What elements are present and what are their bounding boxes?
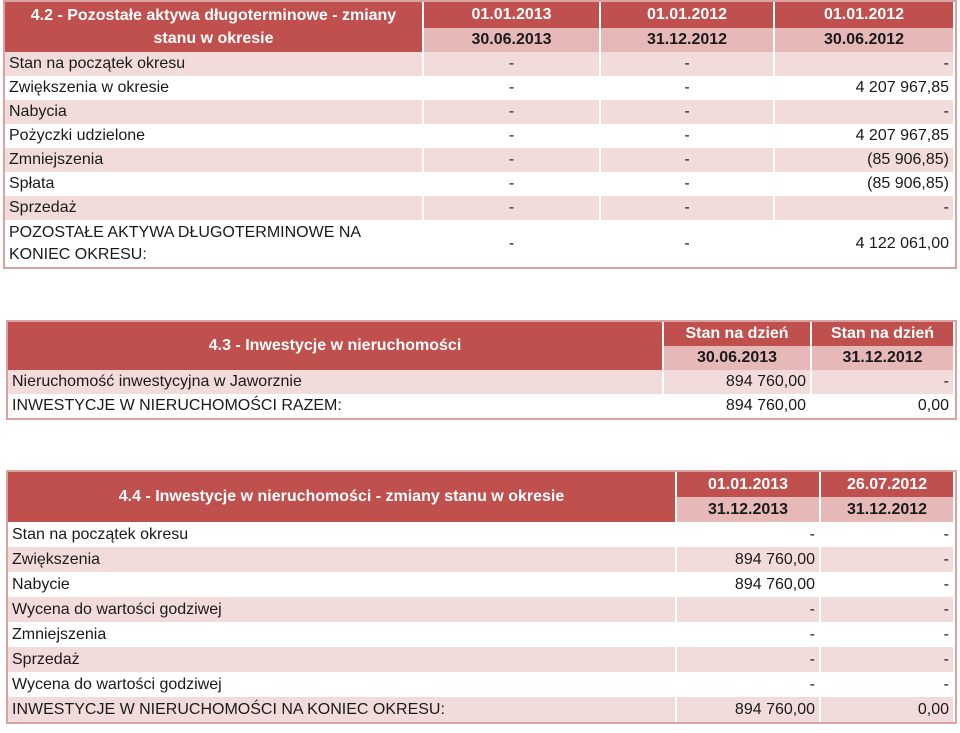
row-value: 894 760,00 xyxy=(676,572,820,597)
row-value: - xyxy=(600,196,774,220)
total-value: 0,00 xyxy=(820,697,954,722)
row-value: - xyxy=(774,100,954,124)
total-label-line2: KONIEC OKRESU: xyxy=(9,245,147,263)
table-row xyxy=(5,76,954,100)
column-header-to: 30.06.2013 xyxy=(423,28,600,52)
row-value: - xyxy=(820,622,954,647)
row-label: Sprzedaż xyxy=(8,647,676,672)
row-label: Stan na początek okresu xyxy=(8,522,676,547)
row-value: - xyxy=(600,148,774,172)
table-row xyxy=(8,370,954,394)
total-label-line1: POZOSTAŁE AKTYWA DŁUGOTERMINOWE NA xyxy=(9,223,362,241)
row-value: - xyxy=(820,672,954,697)
row-label: Spłata xyxy=(5,172,423,196)
table-investment-property-changes xyxy=(8,472,955,722)
row-value: - xyxy=(676,622,820,647)
total-label: INWESTYCJE W NIERUCHOMOŚCI NA KONIEC OKRESU: xyxy=(8,697,676,722)
total-value: - xyxy=(600,220,774,267)
row-label: Stan na początek okresu xyxy=(5,52,423,76)
row-value: - xyxy=(423,76,600,100)
row-label: Wycena do wartości godziwej xyxy=(8,597,676,622)
total-value: 894 760,00 xyxy=(663,394,811,418)
row-value: - xyxy=(676,597,820,622)
row-value: - xyxy=(774,52,954,76)
table-row xyxy=(5,52,954,76)
table-row xyxy=(8,572,954,597)
row-value: - xyxy=(600,172,774,196)
table-row xyxy=(5,172,954,196)
row-value: 4 207 967,85 xyxy=(774,124,954,148)
column-header-from: 01.01.2012 xyxy=(600,2,774,28)
table-header-row xyxy=(5,2,954,28)
row-value: - xyxy=(676,672,820,697)
row-value: - xyxy=(820,647,954,672)
table-total-row xyxy=(5,220,954,267)
row-value: - xyxy=(820,547,954,572)
table-row xyxy=(8,672,954,697)
row-label: Pożyczki udzielone xyxy=(5,124,423,148)
table-title xyxy=(5,2,423,52)
row-value: - xyxy=(423,196,600,220)
row-label: Nieruchomość inwestycyjna w Jaworznie xyxy=(8,370,663,394)
total-value: - xyxy=(423,220,600,267)
table-row xyxy=(8,522,954,547)
total-label xyxy=(5,220,423,267)
column-date: 30.06.2013 xyxy=(663,346,811,370)
row-value: - xyxy=(600,100,774,124)
column-date: 31.12.2012 xyxy=(811,346,954,370)
table-title-line1: 4.2 - Pozostałe aktywa długoterminowe - zmiany xyxy=(30,7,397,24)
row-value: 894 760,00 xyxy=(676,547,820,572)
column-header: Stan na dzień xyxy=(811,322,954,346)
table-total-row xyxy=(8,697,954,722)
column-header-from: 01.01.2013 xyxy=(676,472,820,497)
column-header-to: 31.12.2012 xyxy=(600,28,774,52)
row-value: - xyxy=(600,76,774,100)
table-row xyxy=(5,148,954,172)
table-total-row xyxy=(8,394,954,418)
row-label: Nabycie xyxy=(8,572,676,597)
row-label: Wycena do wartości godziwej xyxy=(8,672,676,697)
row-value: - xyxy=(820,597,954,622)
column-header-from: 01.01.2013 xyxy=(423,2,600,28)
row-label: Sprzedaż xyxy=(5,196,423,220)
column-header: Stan na dzień xyxy=(663,322,811,346)
table-investment-property xyxy=(8,322,955,418)
row-label: Zmniejszenia xyxy=(5,148,423,172)
row-value: 4 207 967,85 xyxy=(774,76,954,100)
row-value: - xyxy=(600,124,774,148)
table-other-long-term-assets xyxy=(5,2,955,267)
table-row xyxy=(5,196,954,220)
total-value: 894 760,00 xyxy=(676,697,820,722)
column-header-from: 26.07.2012 xyxy=(820,472,954,497)
row-value: - xyxy=(820,572,954,597)
table-title-line2: stanu w okresie xyxy=(153,30,274,47)
row-label: Zwiększenia xyxy=(8,547,676,572)
table-row xyxy=(8,622,954,647)
table-header-row xyxy=(8,472,954,497)
total-value: 4 122 061,00 xyxy=(774,220,954,267)
row-label: Zmniejszenia xyxy=(8,622,676,647)
table-title: 4.4 - Inwestycje w nieruchomości - zmiany stanu w okresie xyxy=(8,472,676,522)
row-value: - xyxy=(423,52,600,76)
table-title: 4.3 - Inwestycje w nieruchomości xyxy=(8,322,663,370)
table-row xyxy=(5,124,954,148)
row-value: - xyxy=(774,196,954,220)
row-value: (85 906,85) xyxy=(774,148,954,172)
row-value: - xyxy=(820,522,954,547)
row-label: Zwiększenia w okresie xyxy=(5,76,423,100)
column-header-from: 01.01.2012 xyxy=(774,2,954,28)
table-row xyxy=(8,547,954,572)
row-value: - xyxy=(423,100,600,124)
row-value: - xyxy=(423,124,600,148)
column-header-to: 31.12.2012 xyxy=(820,497,954,522)
row-value: - xyxy=(600,52,774,76)
row-value: - xyxy=(423,148,600,172)
row-value: 894 760,00 xyxy=(663,370,811,394)
table-row xyxy=(8,647,954,672)
row-value: - xyxy=(811,370,954,394)
row-value: - xyxy=(423,172,600,196)
total-value: 0,00 xyxy=(811,394,954,418)
row-label: Nabycia xyxy=(5,100,423,124)
total-label: INWESTYCJE W NIERUCHOMOŚCI RAZEM: xyxy=(8,394,663,418)
table-row xyxy=(5,100,954,124)
row-value: (85 906,85) xyxy=(774,172,954,196)
table-row xyxy=(8,597,954,622)
table-header-row xyxy=(8,322,954,346)
row-value: - xyxy=(676,522,820,547)
column-header-to: 31.12.2013 xyxy=(676,497,820,522)
row-value: - xyxy=(676,647,820,672)
column-header-to: 30.06.2012 xyxy=(774,28,954,52)
